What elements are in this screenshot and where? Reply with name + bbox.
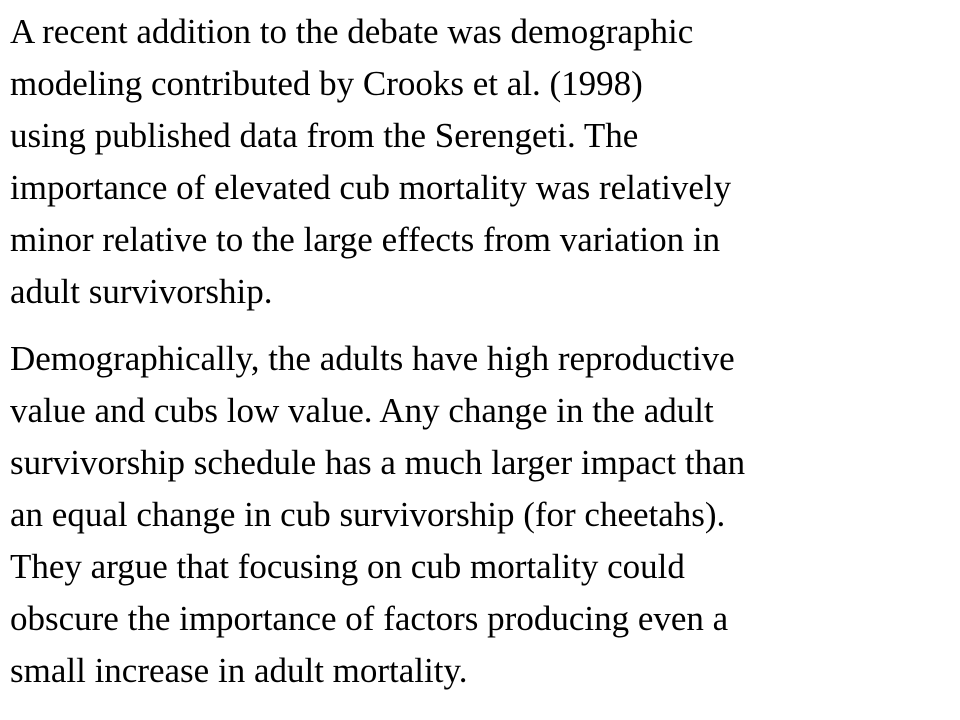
text-line: Demographically, the adults have high reproductive	[10, 339, 735, 378]
text-line: survivorship schedule has a much larger impact than	[10, 443, 746, 482]
text-line: obscure the importance of factors producing even a	[10, 599, 729, 638]
text-line: value and cubs low value. Any change in the adult	[10, 391, 714, 430]
text-line: They argue that focusing on cub mortality could	[10, 547, 685, 586]
text-line: minor relative to the large effects from variation in	[10, 220, 721, 259]
paragraph-reproductive-value	[10, 333, 950, 697]
text-line: A recent addition to the debate was demographic	[10, 12, 694, 51]
paragraph-crooks-modeling	[10, 6, 950, 318]
text-line: small increase in adult mortality.	[10, 651, 468, 690]
text-line: modeling contributed by Crooks et al. (1998)	[10, 64, 643, 103]
text-line: an equal change in cub survivorship (for cheetahs).	[10, 495, 726, 534]
text-line: using published data from the Serengeti. The	[10, 116, 639, 155]
text-line: adult survivorship.	[10, 272, 273, 311]
text-line: importance of elevated cub mortality was relatively	[10, 168, 732, 207]
